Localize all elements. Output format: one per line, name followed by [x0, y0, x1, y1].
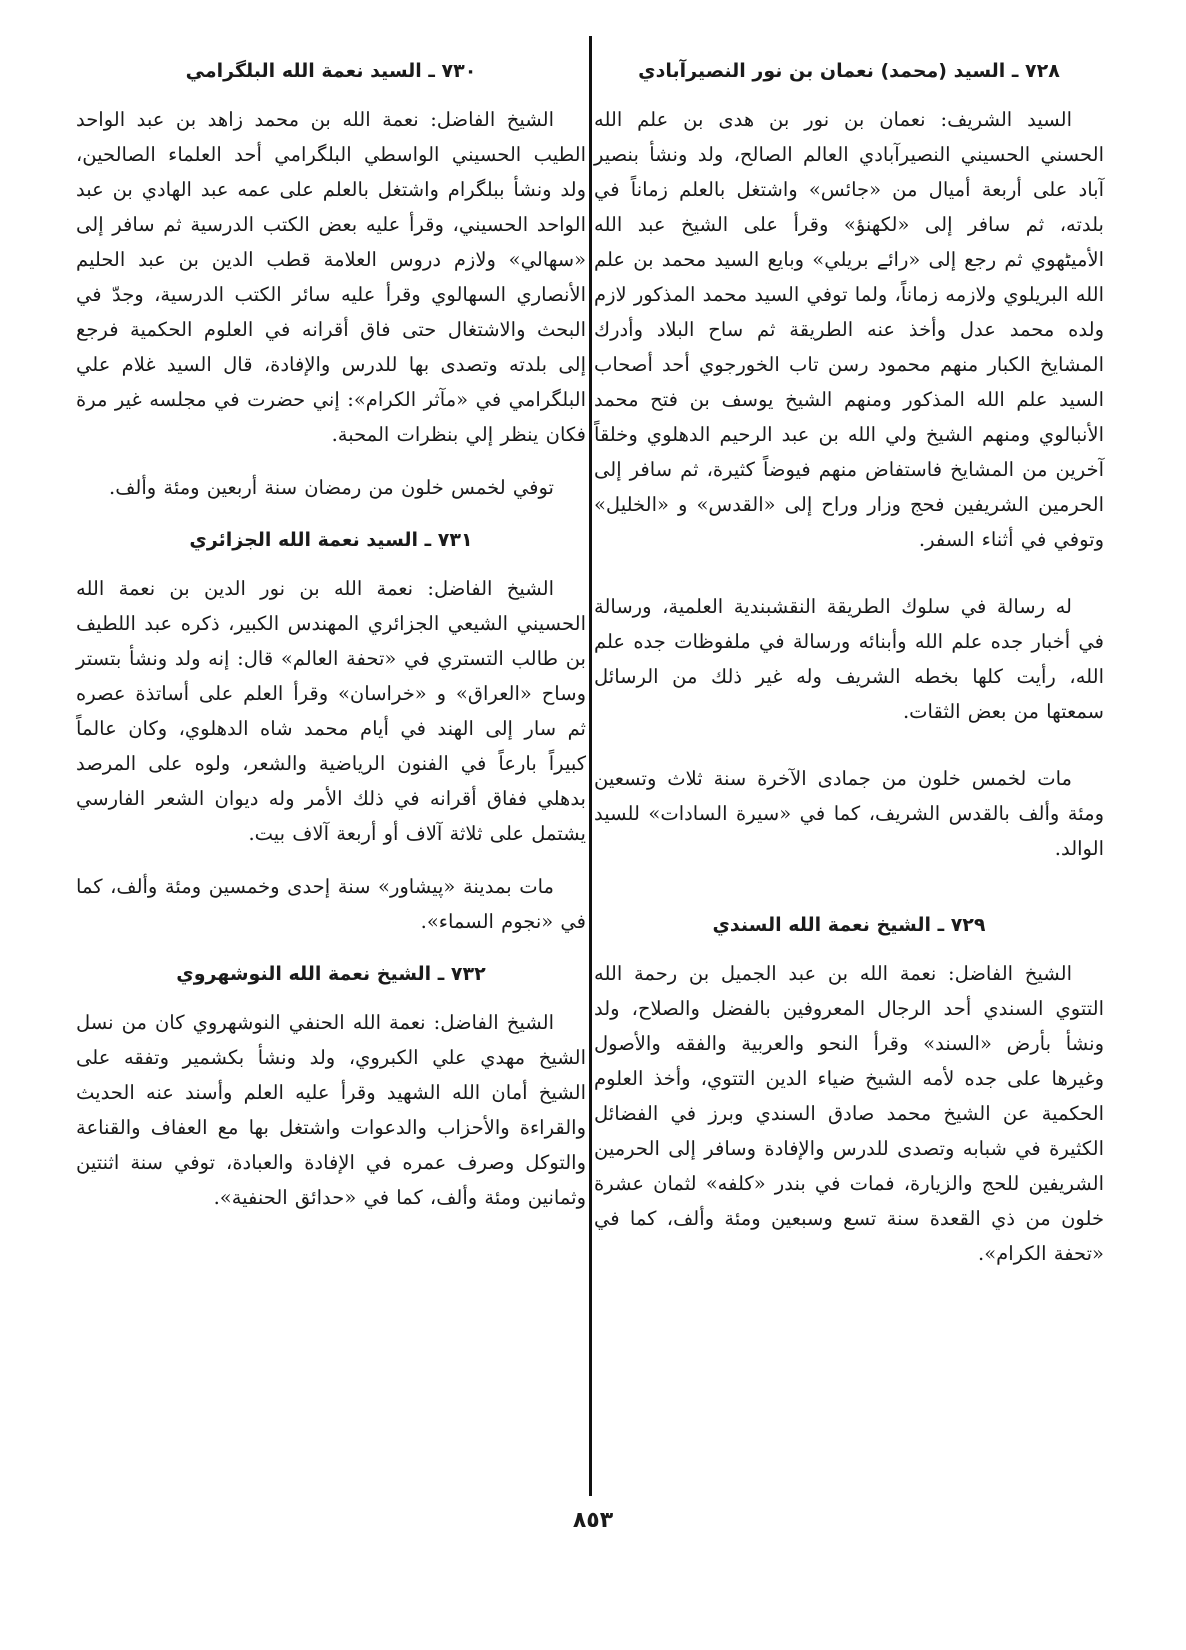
entry-title: ٧٢٩ ـ الشيخ نعمة الله السندي — [712, 914, 986, 936]
left-column — [76, 44, 586, 1233]
entry-729 — [594, 908, 1104, 1271]
entry-732 — [76, 957, 586, 1215]
entry-731 — [76, 523, 586, 939]
page-number: ٨٥٣ — [572, 1508, 614, 1533]
column-divider — [589, 36, 592, 1496]
entry-title: ٧٣٠ ـ السيد نعمة الله البلگرامي — [185, 60, 477, 82]
entry-title: ٧٣٢ ـ الشيخ نعمة الله النوشهروي — [176, 963, 486, 985]
entry-paragraph: الشيخ الفاضل: نعمة الله بن نور الدين بن نعمة الله الحسيني الشيعي الجزائري المهندس الكبير، ذكره عبد اللطيف بن طالب التستري في «تحفة العالم» قال: إنه ولد ونشأ بتستر وساح «العراق» و «خراسان» وقرأ العلم على أساتذة عصره ثم سار إلى الهند في أيام محمد شاه الدهلوي، وكان عالماً كبيراً بارعاً في الفنون الرياضية والشعر، ولوه على المرصد بدهلي ففاق أقرانه في ذلك الأمر وله ديوان الشعر الفارسي يشتمل على ثلاثة آلاف أو أربعة آلاف بيت. — [76, 577, 586, 845]
entry-paragraph: الشيخ الفاضل: نعمة الله بن محمد زاهد بن عبد الواحد الطيب الحسيني الواسطي البلگرامي أحد العلماء الصالحين، ولد ونشأ ببلگرام واشتغل بالعلم على عمه عبد الهادي بن عبد الواحد الحسيني، وقرأ عليه بعض الكتب الدرسية ثم سافر إلى «سهالي» ولازم دروس العلامة قطب الدين بن عبد الحليم الأنصاري السهالوي وقرأ عليه سائر الكتب الدرسية، وجدّ في البحث والاشتغال حتى فاق أقرانه في العلوم الحكمية فرجع إلى بلدته وتصدى بها للدرس والإفادة، قال السيد غلام علي البلگرامي في «مآثر الكرام»: إني حضرت في مجلسه غير مرة فكان ينظر إلي بنظرات المحبة. — [76, 108, 586, 446]
entry-paragraph: مات لخمس خلون من جمادى الآخرة سنة ثلاث وتسعين ومئة وألف بالقدس الشريف، كما في «سيرة السادات» للسيد الوالد. — [594, 767, 1104, 860]
entry-paragraph: الشيخ الفاضل: نعمة الله الحنفي النوشهروي كان من نسل الشيخ مهدي علي الكبروي، ولد ونشأ بكشمير وتفقه على الشيخ أمان الله الشهيد وقرأ عليه العلم وأسند عنه الحديث والقراءة والأحزاب والدعوات واشتغل بها مع العفاف والقناعة والتوكل وصرف عمره في الإفادة والعبادة، توفي سنة اثنتين وثمانين ومئة وألف، كما في «حدائق الحنفية». — [76, 1011, 586, 1209]
entry-paragraph: السيد الشريف: نعمان بن نور بن هدى بن علم الله الحسني الحسيني النصيرآبادي العالم الصالح، ولد ونشأ بنصير آباد على أربعة أميال من «جائس» واشتغل بالعلم زماناً في بلدته، ثم سافر إلى «لكهنؤ» وقرأ على الشيخ عبد الله الأميڻهوي ثم رجع إلى «رائے بريلي» وبايع السيد محمد بن علم الله البريلوي ولازمه زماناً، ولما توفي السيد محمد المذكور لازم ولده محمد عدل وأخذ عنه الطريقة ثم ساح البلاد وأدرك المشايخ الكبار منهم محمود رسن تاب الخورجوي أحد أصحاب السيد علم الله المذكور ومنهم الشيخ يوسف بن فتح محمد الأنبالوي ومنهم الشيخ ولي الله بن عبد الرحيم الدهلوي وخلقاً آخرين من المشايخ فاستفاض منهم فيوضاً كثيرة، ثم سافر إلى الحرمين الشريفين فحج وزار وراح إلى «القدس» و «الخليل» وتوفي في أثناء السفر. — [594, 108, 1104, 551]
entry-paragraph: توفي لخمس خلون من رمضان سنة أربعين ومئة وألف. — [109, 476, 554, 499]
entry-title: ٧٣١ ـ السيد نعمة الله الجزائري — [189, 529, 473, 551]
entry-paragraph: مات بمدينة «پيشاور» سنة إحدى وخمسين ومئة وألف، كما في «نجوم السماء». — [76, 875, 586, 933]
entry-730 — [76, 54, 586, 505]
entry-728 — [594, 54, 1104, 866]
right-column — [594, 44, 1104, 1289]
entry-paragraph: له رسالة في سلوك الطريقة النقشبندية العلمية، ورسالة في أخبار جده علم الله وأبنائه ورسالة في ملفوظات جده علم الله، رأيت كلها بخطه الشريف وله غير ذلك من الرسائل سمعتها من بعض الثقات. — [594, 595, 1104, 723]
entry-paragraph: الشيخ الفاضل: نعمة الله بن عبد الجميل بن رحمة الله التتوي السندي أحد الرجال المعروفين بالفضل والصلاح، ولد ونشأ بأرض «السند» وقرأ النحو والعربية والفقه والأصول وغيرها على جده لأمه الشيخ ضياء الدين التتوي، وأخذ العلوم الحكمية عن الشيخ محمد صادق السندي وبرز في الفضائل الكثيرة في شبابه وتصدى للدرس والإفادة وسافر إلى الحرمين الشريفين للحج والزيارة، فمات في بندر «كلفه» لثمان عشرة خلون من ذي القعدة سنة تسع وسبعين ومئة وألف، كما في «تحفة الكرام». — [594, 962, 1104, 1265]
entry-title: ٧٢٨ ـ السيد (محمد) نعمان بن نور النصيرآبادي — [638, 60, 1060, 82]
